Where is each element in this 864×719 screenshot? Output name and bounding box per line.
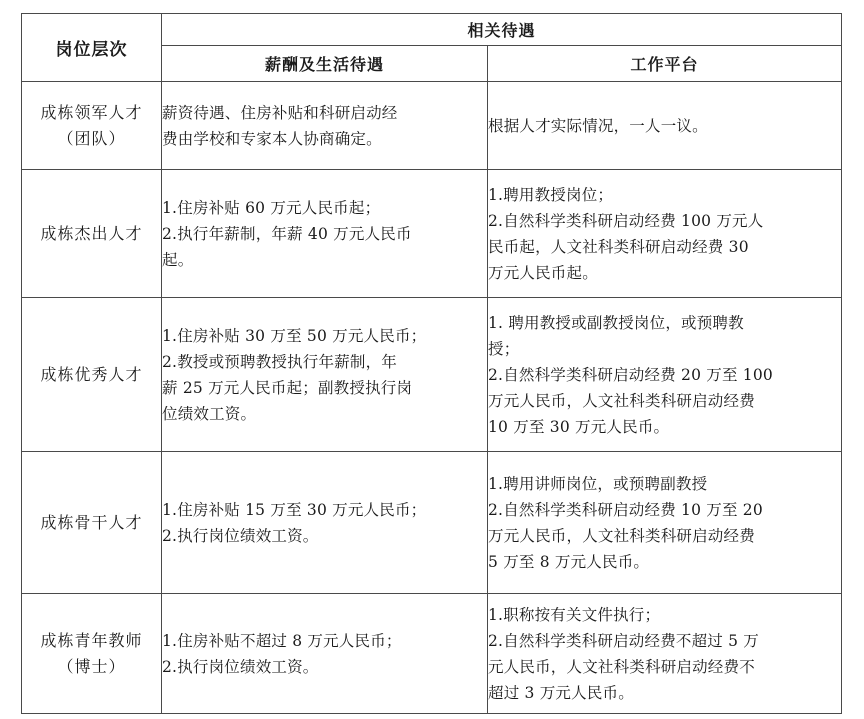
level-cell	[22, 170, 162, 298]
table-row	[22, 82, 842, 170]
level-header: 岗位层次	[22, 14, 162, 82]
platform-text: 元人民币，人文社科类科研启动经费不	[488, 657, 755, 676]
salary-cell	[162, 298, 488, 452]
salary-text: 1.住房补贴 60 万元人民币起；	[162, 198, 381, 217]
salary-text: 2.执行岗位绩效工资。	[162, 657, 319, 676]
salary-text: 1.住房补贴 15 万至 30 万元人民币；	[162, 500, 427, 519]
salary-cell	[162, 594, 488, 714]
platform-text: 2.自然科学类科研启动经费 100 万元人	[488, 211, 764, 230]
platform-cell	[488, 82, 842, 170]
platform-header: 工作平台	[488, 46, 842, 82]
salary-header: 薪酬及生活待遇	[162, 46, 488, 82]
salary-text: 薪 25 万元人民币起；副教授执行岗	[162, 378, 413, 397]
table-row	[22, 594, 842, 714]
salary-text: 费由学校和专家本人协商确定。	[162, 129, 382, 148]
platform-cell	[488, 170, 842, 298]
salary-text: 2.执行岗位绩效工资。	[162, 526, 319, 545]
platform-text: 根据人才实际情况，一人一议。	[488, 116, 708, 135]
level-cell	[22, 298, 162, 452]
level-text: 成栋骨干人才	[40, 512, 143, 532]
platform-text: 2.自然科学类科研启动经费 20 万至 100	[488, 365, 773, 384]
salary-text: 1.住房补贴 30 万至 50 万元人民币；	[162, 326, 427, 345]
level-cell	[22, 594, 162, 714]
platform-text: 2.自然科学类科研启动经费不超过 5 万	[488, 631, 760, 650]
salary-text: 位绩效工资。	[162, 404, 257, 423]
platform-cell	[488, 298, 842, 452]
table-body	[22, 82, 842, 714]
platform-text: 万元人民币，人文社科类科研启动经费	[488, 391, 755, 410]
benefits-group-header: 相关待遇	[162, 14, 842, 46]
salary-cell	[162, 452, 488, 594]
platform-text: 超过 3 万元人民币。	[488, 683, 634, 702]
level-text: 成栋优秀人才	[40, 364, 143, 384]
level-text: 成栋领军人才	[40, 102, 143, 122]
platform-cell	[488, 452, 842, 594]
platform-text: 民币起，人文社科类科研启动经费 30	[488, 237, 749, 256]
salary-text: 1.住房补贴不超过 8 万元人民币；	[162, 631, 402, 650]
platform-text: 授；	[488, 339, 520, 358]
platform-text: 1.聘用讲师岗位，或预聘副教授	[488, 474, 708, 493]
salary-cell	[162, 170, 488, 298]
salary-text: 2.执行年薪制，年薪 40 万元人民币	[162, 224, 412, 243]
salary-cell	[162, 82, 488, 170]
table-row	[22, 298, 842, 452]
level-text: 成栋青年教师	[40, 630, 143, 650]
platform-text: 1. 聘用教授或副教授岗位，或预聘教	[488, 313, 744, 332]
salary-text: 薪资待遇、住房补贴和科研启动经	[162, 103, 398, 122]
platform-text: 万元人民币起。	[488, 263, 598, 282]
level-cell	[22, 82, 162, 170]
platform-text: 万元人民币，人文社科类科研启动经费	[488, 526, 755, 545]
platform-text: 2.自然科学类科研启动经费 10 万至 20	[488, 500, 763, 519]
salary-text: 起。	[162, 250, 194, 269]
level-cell	[22, 452, 162, 594]
header-row-top	[22, 14, 842, 46]
table-row	[22, 452, 842, 594]
platform-text: 10 万至 30 万元人民币。	[488, 417, 670, 436]
level-text: （团队）	[57, 128, 126, 148]
salary-text: 2.教授或预聘教授执行年薪制，年	[162, 352, 397, 371]
platform-text: 1.职称按有关文件执行；	[488, 605, 661, 624]
platform-text: 5 万至 8 万元人民币。	[488, 552, 650, 571]
talent-benefits-sheet	[21, 13, 841, 713]
platform-cell	[488, 594, 842, 714]
talent-benefits-table	[21, 13, 842, 714]
platform-text: 1.聘用教授岗位；	[488, 185, 614, 204]
level-text: （博士）	[57, 656, 126, 676]
table-row	[22, 170, 842, 298]
level-text: 成栋杰出人才	[40, 223, 143, 243]
